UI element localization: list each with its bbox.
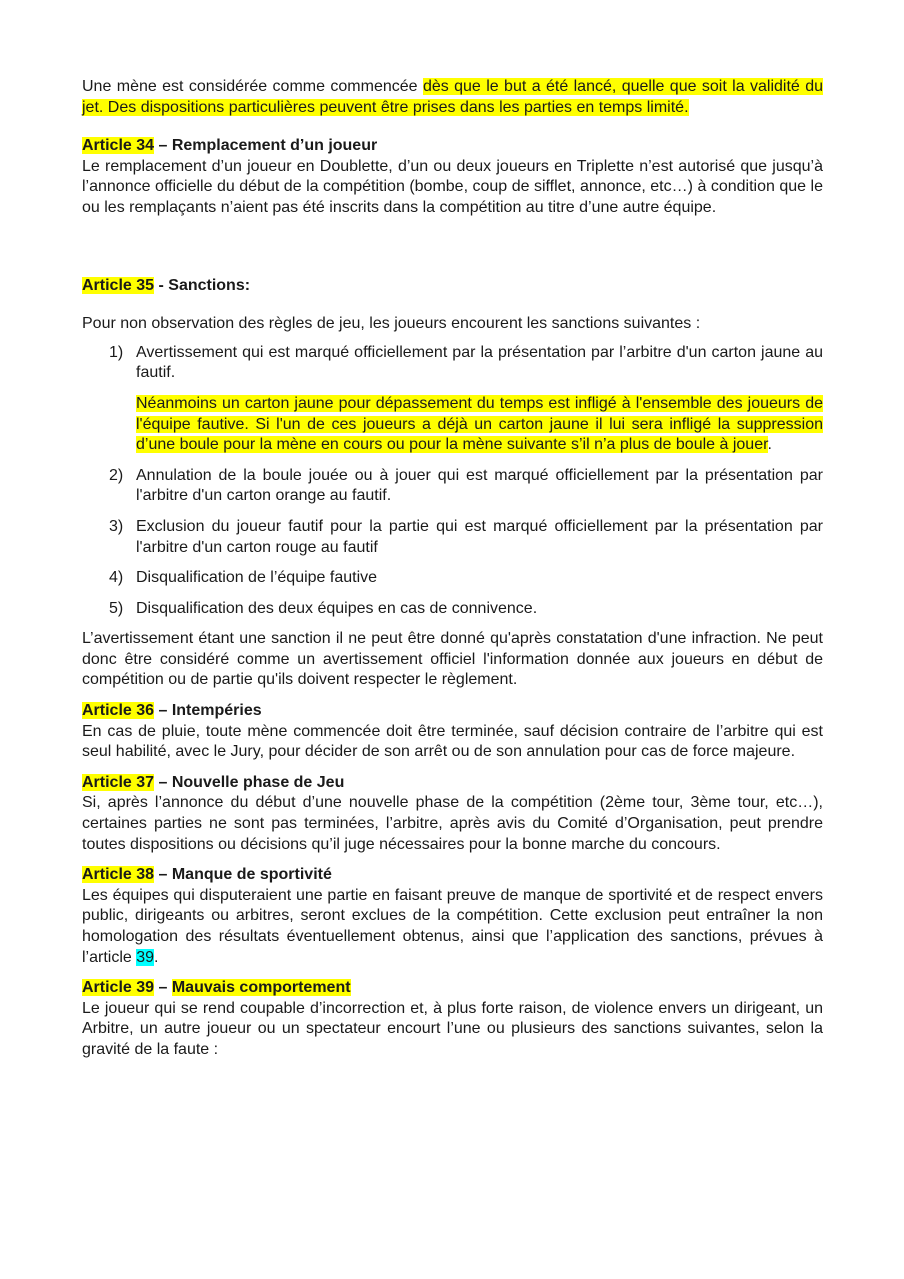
list-item-text: Annulation de la boule jouée ou à jouer qui est marqué officiellement par la présentation par l'arbitre d'un carton orange au fautif.: [136, 466, 823, 505]
sanctions-list: [82, 343, 823, 384]
article-39-body: Le joueur qui se rend coupable d’incorrection et, à plus forte raison, de violence envers un dirigeant, un Arbitre, un autre joueur ou un spectateur encourt l’une ou plusieurs des sanctions suivantes, selon la gravité de la faute :: [82, 999, 823, 1058]
article-38-text: Les équipes qui disputeraient une partie en faisant preuve de manque de sportivité et de respect envers public, dirigeants ou arbitres, seront exclues de la compétition. Cette exclusion peut entraîner la non homologation des résultats éventuellement obtenus, ainsi que l’application des sanctions, prévues à l’article: [82, 886, 823, 966]
article-37-label: Article 37: [82, 773, 155, 791]
article-38-label: Article 38: [82, 866, 155, 884]
article-35-title: - Sanctions:: [154, 276, 251, 294]
list-number: 2): [109, 466, 124, 484]
list-number: 3): [109, 517, 124, 535]
list-item: [82, 568, 823, 589]
article-38-heading: [82, 865, 823, 886]
article-reference: 39: [136, 948, 155, 966]
list-item-text: Disqualification de l’équipe fautive: [136, 569, 378, 587]
list-item-text: Exclusion du joueur fautif pour la partie qui est marqué officiellement par la présentation par l'arbitre d'un carton rouge au fautif: [136, 517, 823, 556]
list-number: 5): [109, 599, 124, 617]
article-34-label: Article 34: [82, 137, 155, 155]
list-number: 1): [109, 343, 124, 361]
article-38-end: .: [154, 948, 159, 966]
article-37-heading: [82, 773, 823, 794]
sanctions-list-continued: [82, 466, 823, 620]
list-item: [82, 466, 823, 507]
list-item-text: Disqualification des deux équipes en cas de connivence.: [136, 599, 538, 617]
article-37-body: Si, après l’annonce du début d’une nouvelle phase de la compétition (2ème tour, 3ème tour, etc…), certaines parties ne sont pas terminées, l’arbitre, après avis du Comité d’Organisation, peut prendre toutes dispositions ou décisions qu’il juge nécessaires pour la bonne marche du concours.: [82, 794, 823, 853]
warning-paragraph: L’avertissement étant une sanction il ne peut être donné qu'après constatation d'une infraction. Ne peut donc être considéré comme un avertissement officiel l'information donnée aux joueurs en début de compétition ou de partie qu'ils doivent respecter le règlement.: [82, 630, 823, 689]
article-39-title: Mauvais comportement: [171, 979, 351, 997]
list-item: [82, 343, 823, 384]
article-36-title: – Intempéries: [154, 702, 262, 720]
article-39-separator: –: [154, 979, 172, 997]
document-page: [82, 77, 823, 1061]
article-36-label: Article 36: [82, 702, 155, 720]
note-end: .: [767, 436, 772, 454]
article-35-heading: [82, 276, 823, 297]
article-35-intro: Pour non observation des règles de jeu, les joueurs encourent les sanctions suivantes :: [82, 315, 701, 333]
article-36-heading: [82, 701, 823, 722]
article-34-title: – Remplacement d’un joueur: [154, 137, 378, 155]
intro-highlight: dès que le but a été lancé, quelle que soit la validité du jet. Des dispositions particulières peuvent être prises dans les parties en temps limité.: [82, 78, 823, 116]
intro-paragraph: [82, 77, 823, 118]
article-35-label: Article 35: [82, 276, 155, 294]
list-item-text: Avertissement qui est marqué officiellement par la présentation par l’arbitre d'un carton jaune au fautif.: [136, 343, 823, 382]
list-item: [82, 517, 823, 558]
article-37-title: – Nouvelle phase de Jeu: [154, 773, 345, 791]
article-36-body: En cas de pluie, toute mène commencée doit être terminée, sauf décision contraire de l’arbitre qui est seul habilité, avec le Jury, pour décider de son arrêt ou de son annulation pour cas de force majeure.: [82, 722, 823, 761]
list-number: 4): [109, 569, 124, 587]
article-38-title: – Manque de sportivité: [154, 866, 332, 884]
intro-text: Une mène est considérée comme commencée: [82, 78, 423, 95]
article-39-heading: [82, 978, 823, 999]
article-39-label: Article 39: [82, 979, 155, 997]
article-38-body: [82, 886, 823, 968]
article-34-heading: [82, 136, 823, 157]
yellow-card-note: [136, 394, 823, 456]
article-34-body: Le remplacement d’un joueur en Doublette, d’un ou deux joueurs en Triplette n’est autorisé que jusqu’à l’annonce officielle du début de la compétition (bombe, coup de sifflet, annonce, etc…) à condition que le ou les remplaçants n’aient pas été inscrits dans la compétition au titre d’une autre équipe.: [82, 157, 823, 216]
note-highlight: Néanmoins un carton jaune pour dépassement du temps est infligé à l'ensemble des joueurs de l'équipe fautive. Si l'un de ces joueurs a déjà un carton jaune il lui sera infligé la suppression d’une boule pour la mène en cours ou pour la mène suivante s’il n’a plus de boule à jouer: [136, 394, 823, 454]
list-item: [82, 599, 823, 620]
